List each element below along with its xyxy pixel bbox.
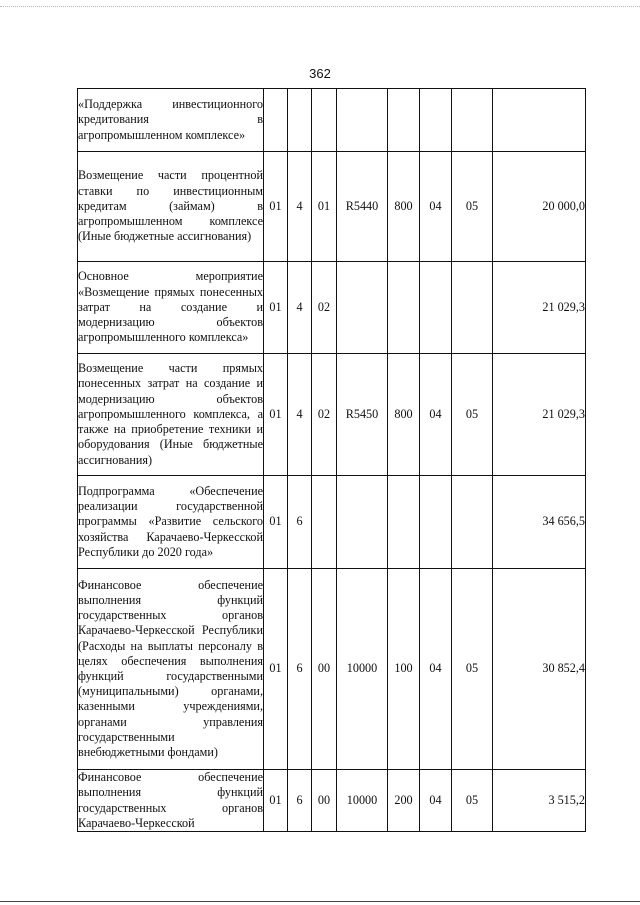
- cell-direction: R5440: [337, 152, 388, 262]
- cell-amount: 21 029,3: [493, 354, 586, 476]
- cell-event: 02: [312, 262, 337, 354]
- table-row: [78, 770, 586, 832]
- cell-event: [312, 89, 337, 152]
- row-description: Возмещение части процентной ставки по инвестиционным кредитам (займам) в агропромышленном комплексе (Иные бюджетные ассигнования): [78, 152, 264, 262]
- cell-event: 00: [312, 770, 337, 832]
- cell-event: 02: [312, 354, 337, 476]
- scan-bottom-edge: [0, 901, 640, 902]
- table-row: [78, 354, 586, 476]
- table-row: [78, 89, 586, 152]
- row-description: Возмещение части прямых понесенных затрат на создание и модернизацию объектов агропромышленного комплекса, а также на приобретение техники и оборудования (Иные бюджетные ассигнования): [78, 354, 264, 476]
- cell-expense-type: 100: [388, 569, 420, 770]
- row-description: Финансовое обеспечение выполнения функций государственных органов Карачаево-Черкесской Республики (Расходы на выплаты персоналу в целях обеспечения выполнения функций государственными (муниципальными) органами, казенными учреждениями, органами управления государственными внебюджетными фондами): [78, 569, 264, 770]
- cell-section: 04: [420, 569, 452, 770]
- cell-expense-type: 800: [388, 152, 420, 262]
- cell-subprogram: [288, 89, 312, 152]
- cell-amount: [493, 89, 586, 152]
- cell-expense-type: 800: [388, 354, 420, 476]
- cell-subsection: 05: [452, 770, 493, 832]
- cell-subsection: 05: [452, 569, 493, 770]
- row-description: Основное мероприятие «Возмещение прямых понесенных затрат на создание и модернизацию объектов агропромышленного комплекса»: [78, 262, 264, 354]
- cell-direction: [337, 476, 388, 569]
- cell-direction: 10000: [337, 770, 388, 832]
- cell-amount: 34 656,5: [493, 476, 586, 569]
- cell-program: 01: [264, 354, 288, 476]
- row-description: Подпрограмма «Обеспечение реализации государственной программы «Развитие сельского хозяйства Карачаево-Черкесской Республики до 2020 года»: [78, 476, 264, 569]
- cell-program: 01: [264, 770, 288, 832]
- row-description: Финансовое обеспечение выполнения функций государственных органов Карачаево-Черкесской: [78, 770, 263, 830]
- cell-subprogram: 4: [288, 354, 312, 476]
- cell-program: 01: [264, 262, 288, 354]
- cell-event: 01: [312, 152, 337, 262]
- cell-event: [312, 476, 337, 569]
- cell-expense-type: 200: [388, 770, 420, 832]
- cell-section: 04: [420, 354, 452, 476]
- table-row: [78, 152, 586, 262]
- cell-amount: 21 029,3: [493, 262, 586, 354]
- cell-direction: [337, 262, 388, 354]
- cell-subsection: [452, 89, 493, 152]
- cell-program: 01: [264, 569, 288, 770]
- cell-expense-type: [388, 89, 420, 152]
- cell-subsection: [452, 476, 493, 569]
- cell-amount: 20 000,0: [493, 152, 586, 262]
- cell-section: 04: [420, 152, 452, 262]
- cell-direction: R5450: [337, 354, 388, 476]
- cell-subprogram: 4: [288, 262, 312, 354]
- cell-expense-type: [388, 476, 420, 569]
- cell-program: [264, 89, 288, 152]
- cell-amount: 30 852,4: [493, 569, 586, 770]
- cell-section: [420, 262, 452, 354]
- cell-subprogram: 6: [288, 770, 312, 832]
- cell-subsection: 05: [452, 152, 493, 262]
- table-row: [78, 262, 586, 354]
- table-row: [78, 476, 586, 569]
- cell-expense-type: [388, 262, 420, 354]
- cell-section: [420, 476, 452, 569]
- cell-amount: 3 515,2: [493, 770, 586, 832]
- page-number: 362: [309, 66, 331, 81]
- scan-top-edge: [0, 6, 640, 7]
- cell-program: 01: [264, 152, 288, 262]
- table-row: [78, 569, 586, 770]
- cell-subsection: [452, 262, 493, 354]
- cell-direction: 10000: [337, 569, 388, 770]
- cell-direction: [337, 89, 388, 152]
- budget-table: [77, 88, 586, 832]
- cell-subprogram: 6: [288, 476, 312, 569]
- cell-event: 00: [312, 569, 337, 770]
- row-description: «Поддержка инвестиционного кредитования в агропромышленном комплексе»: [78, 89, 264, 152]
- cell-subsection: 05: [452, 354, 493, 476]
- cell-subprogram: 4: [288, 152, 312, 262]
- cell-program: 01: [264, 476, 288, 569]
- cell-subprogram: 6: [288, 569, 312, 770]
- cell-section: 04: [420, 770, 452, 832]
- cell-section: [420, 89, 452, 152]
